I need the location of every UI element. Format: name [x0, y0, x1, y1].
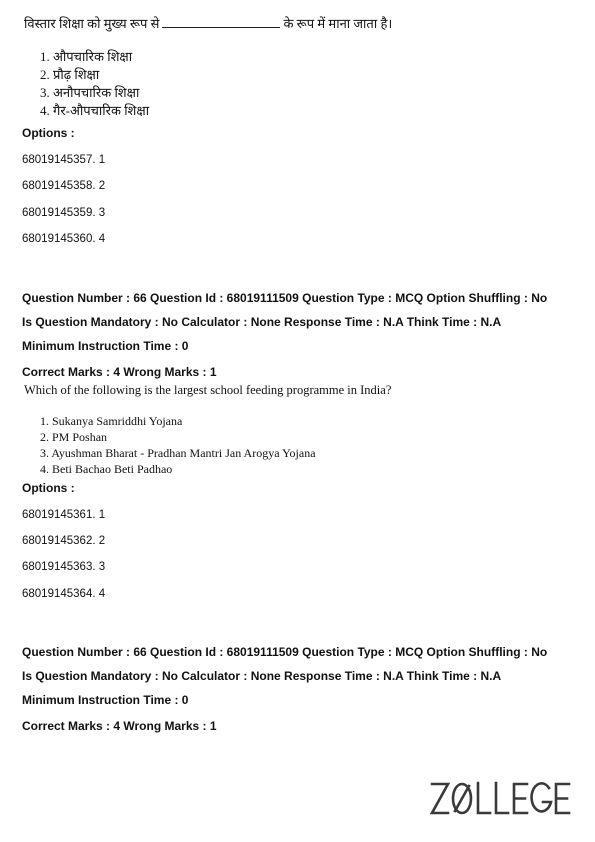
answer-choice: 3. Ayushman Bharat - Pradhan Mantri Jan Arogya Yojana	[40, 446, 316, 460]
answer-choice: 2. प्रौढ़ शिक्षा	[40, 67, 100, 82]
answer-choice: 3. अनौपचारिक शिक्षा	[40, 85, 140, 100]
answer-choice: 4. Beti Bachao Beti Padhao	[40, 462, 173, 476]
question-text-before: विस्तार शिक्षा को मुख्य रूप से	[24, 16, 160, 31]
question-text-after: के रूप में माना जाता है।	[283, 16, 393, 31]
marks-info: Correct Marks : 4 Wrong Marks : 1	[22, 365, 217, 379]
question-text: Which of the following is the largest school feeding programme in India?	[24, 383, 392, 397]
question-meta: Minimum Instruction Time : 0	[22, 693, 189, 707]
option-id: 68019145362. 2	[22, 535, 106, 547]
answer-choice: 2. PM Poshan	[40, 430, 108, 444]
zollege-logo	[430, 780, 572, 818]
fill-blank	[162, 16, 280, 28]
question-meta: Is Question Mandatory : No Calculator : None Response Time : N.A Think Time : N.A	[22, 315, 502, 329]
option-id: 68019145360. 4	[22, 233, 106, 245]
option-id: 68019145363. 3	[22, 561, 106, 573]
answer-choice: 1. Sukanya Samriddhi Yojana	[40, 414, 183, 428]
answer-choice: 1. औपचारिक शिक्षा	[40, 49, 133, 64]
marks-info: Correct Marks : 4 Wrong Marks : 1	[22, 719, 217, 733]
question-meta: Minimum Instruction Time : 0	[22, 339, 189, 353]
question-meta: Is Question Mandatory : No Calculator : None Response Time : N.A Think Time : N.A	[22, 669, 502, 683]
option-id: 68019145364. 4	[22, 588, 106, 600]
option-id: 68019145359. 3	[22, 207, 106, 219]
options-label: Options :	[22, 481, 75, 495]
question-meta: Question Number : 66 Question Id : 68019111509 Question Type : MCQ Option Shuffling : No	[22, 645, 548, 659]
question-text	[24, 14, 392, 32]
option-id: 68019145358. 2	[22, 180, 106, 192]
question-meta: Question Number : 66 Question Id : 68019111509 Question Type : MCQ Option Shuffling : No	[22, 291, 548, 305]
options-label: Options :	[22, 126, 75, 140]
option-id: 68019145357. 1	[22, 154, 106, 166]
answer-choices-list	[40, 48, 149, 120]
option-id: 68019145361. 1	[22, 509, 106, 521]
answer-choice: 4. गैर-औपचारिक शिक्षा	[40, 103, 150, 118]
answer-choices-list	[40, 413, 316, 477]
